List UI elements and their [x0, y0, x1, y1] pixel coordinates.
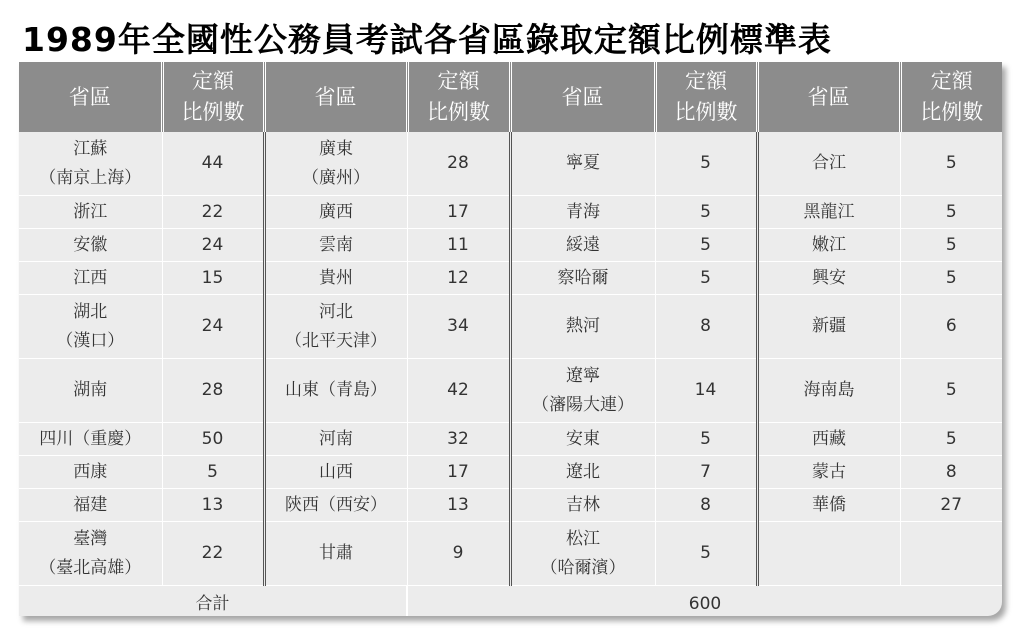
- quota-header-line1: 定額: [437, 69, 480, 93]
- province-name: 湖南: [73, 380, 108, 400]
- quota-cell: 44: [162, 132, 264, 196]
- quota-cell: 5: [900, 423, 1002, 456]
- province-cell: [264, 522, 407, 586]
- quota-cell: 6: [900, 295, 1002, 359]
- quota-header-line2: 比例數: [181, 100, 245, 124]
- quota-header: [407, 62, 510, 132]
- province-cell: [19, 132, 162, 196]
- province-cell: [19, 359, 162, 423]
- province-cell: [757, 262, 900, 295]
- table-row: [19, 229, 1002, 262]
- quota-cell: 42: [407, 359, 510, 423]
- table-row: [19, 489, 1002, 522]
- quota-cell: 5: [655, 196, 757, 229]
- total-label: 合計: [19, 586, 407, 617]
- province-name: 西藏: [812, 428, 846, 449]
- province-name: 嫩江: [812, 234, 846, 255]
- quota-cell: [900, 522, 1002, 586]
- quota-cell: 5: [655, 262, 757, 295]
- province-cell: [19, 423, 162, 456]
- province-cell: [264, 262, 407, 295]
- province-name: 江蘇: [73, 138, 108, 159]
- province-name: 安東: [566, 428, 600, 449]
- quota-cell: 14: [655, 359, 757, 423]
- province-header: 省區: [264, 62, 407, 132]
- province-cell: [19, 456, 162, 489]
- province-name: 西康: [73, 461, 108, 482]
- quota-cell: 17: [407, 196, 510, 229]
- province-name: 新疆: [812, 316, 846, 336]
- province-name: 浙江: [73, 201, 108, 222]
- province-name: 華僑: [812, 494, 846, 515]
- province-name: 廣東: [319, 138, 353, 159]
- province-name: 松江: [566, 528, 600, 549]
- province-cell: [510, 295, 655, 359]
- province-header: 省區: [19, 62, 162, 132]
- province-cell: [757, 456, 900, 489]
- table-body: [19, 132, 1002, 586]
- quota-cell: 8: [900, 456, 1002, 489]
- province-cell: [757, 132, 900, 196]
- province-name: 青海: [566, 201, 600, 222]
- province-cell: [19, 196, 162, 229]
- province-name: 江西: [73, 267, 108, 288]
- quota-table-card: [19, 62, 1002, 616]
- quota-cell: 28: [162, 359, 264, 423]
- province-header: 省區: [757, 62, 900, 132]
- province-name: 陝西（西安）: [285, 494, 387, 515]
- province-name: 綏遠: [566, 234, 600, 255]
- province-cell: [19, 489, 162, 522]
- province-name: 興安: [812, 267, 846, 288]
- province-cell: [757, 522, 900, 586]
- province-name: 臺灣: [73, 528, 108, 549]
- quota-header-line2: 比例數: [674, 100, 738, 124]
- quota-cell: 34: [407, 295, 510, 359]
- province-cell: [19, 522, 162, 586]
- province-header: 省區: [510, 62, 655, 132]
- province-cell: [264, 295, 407, 359]
- province-cell: [510, 456, 655, 489]
- province-cell: [510, 359, 655, 423]
- quota-cell: 5: [162, 456, 264, 489]
- province-name: （臺北高雄）: [39, 557, 142, 578]
- province-cell: [757, 229, 900, 262]
- province-name: 吉林: [566, 494, 600, 515]
- quota-cell: 8: [655, 489, 757, 522]
- table-row: [19, 456, 1002, 489]
- quota-cell: 24: [162, 295, 264, 359]
- province-name: 黑龍江: [803, 201, 855, 222]
- province-cell: [264, 359, 407, 423]
- quota-header-line2: 比例數: [427, 100, 490, 124]
- quota-cell: 11: [407, 229, 510, 262]
- quota-cell: 5: [655, 229, 757, 262]
- province-name: 四川（重慶）: [39, 428, 142, 449]
- quota-cell: 50: [162, 423, 264, 456]
- province-cell: [510, 423, 655, 456]
- province-cell: [264, 229, 407, 262]
- quota-header-line1: 定額: [685, 69, 727, 93]
- province-name: 廣西: [319, 201, 353, 222]
- province-name: 海南島: [803, 380, 855, 400]
- province-cell: [264, 132, 407, 196]
- quota-header-line1: 定額: [930, 69, 973, 93]
- quota-cell: 5: [900, 262, 1002, 295]
- province-name: （北平天津）: [285, 330, 387, 351]
- quota-cell: 5: [900, 132, 1002, 196]
- quota-cell: 27: [900, 489, 1002, 522]
- province-name: 湖北: [73, 301, 108, 322]
- quota-cell: 5: [655, 423, 757, 456]
- quota-cell: 5: [900, 359, 1002, 423]
- province-cell: [264, 196, 407, 229]
- total-row: [19, 586, 1002, 617]
- province-cell: [757, 196, 900, 229]
- quota-cell: 8: [655, 295, 757, 359]
- province-name: （漢口）: [56, 330, 125, 351]
- province-name: 雲南: [319, 234, 353, 255]
- page-title: 1989年全國性公務員考試各省區錄取定額比例標準表: [22, 20, 832, 59]
- quota-cell: 5: [900, 196, 1002, 229]
- province-cell: [19, 262, 162, 295]
- header-row: [19, 62, 1002, 132]
- province-cell: [19, 295, 162, 359]
- quota-cell: 28: [407, 132, 510, 196]
- table-row: [19, 196, 1002, 229]
- province-cell: [757, 359, 900, 423]
- province-name: 安徽: [73, 234, 108, 255]
- province-cell: [264, 456, 407, 489]
- province-cell: [510, 229, 655, 262]
- quota-header: [162, 62, 264, 132]
- province-name: （廣州）: [302, 167, 370, 188]
- province-name: （瀋陽大連）: [532, 394, 634, 415]
- province-cell: [757, 423, 900, 456]
- province-name: 熱河: [566, 316, 600, 336]
- province-name: （哈爾濱）: [540, 557, 626, 578]
- province-name: （南京上海）: [39, 167, 142, 188]
- quota-header-line1: 定額: [192, 69, 234, 93]
- quota-cell: 12: [407, 262, 510, 295]
- quota-header: [900, 62, 1002, 132]
- province-name: 福建: [73, 494, 108, 515]
- quota-cell: 17: [407, 456, 510, 489]
- quota-cell: 22: [162, 522, 264, 586]
- quota-table: [19, 62, 1002, 616]
- table-row: [19, 522, 1002, 586]
- province-name: 甘肅: [319, 543, 353, 563]
- province-name: 山西: [319, 461, 353, 482]
- province-name: 山東（青島）: [285, 380, 387, 400]
- province-name: 寧夏: [566, 153, 600, 173]
- province-cell: [510, 196, 655, 229]
- province-cell: [757, 295, 900, 359]
- province-cell: [19, 229, 162, 262]
- quota-cell: 32: [407, 423, 510, 456]
- province-name: 遼北: [566, 461, 600, 482]
- province-name: 貴州: [319, 267, 353, 288]
- province-cell: [510, 132, 655, 196]
- quota-cell: 7: [655, 456, 757, 489]
- province-name: 河北: [319, 301, 353, 322]
- quota-cell: 9: [407, 522, 510, 586]
- table-row: [19, 423, 1002, 456]
- province-name: 察哈爾: [557, 267, 609, 288]
- table-row: [19, 359, 1002, 423]
- quota-header-line2: 比例數: [920, 100, 984, 124]
- province-cell: [757, 489, 900, 522]
- province-cell: [510, 489, 655, 522]
- quota-cell: 15: [162, 262, 264, 295]
- table-row: [19, 132, 1002, 196]
- province-cell: [264, 489, 407, 522]
- quota-cell: 13: [407, 489, 510, 522]
- province-name: 河南: [319, 428, 353, 449]
- quota-cell: 5: [655, 522, 757, 586]
- quota-cell: 5: [655, 132, 757, 196]
- quota-cell: 22: [162, 196, 264, 229]
- quota-cell: 13: [162, 489, 264, 522]
- province-name: 遼寧: [566, 365, 600, 386]
- province-name: 蒙古: [812, 461, 846, 482]
- quota-header: [655, 62, 757, 132]
- quota-cell: 5: [900, 229, 1002, 262]
- table-row: [19, 262, 1002, 295]
- province-cell: [510, 262, 655, 295]
- table-row: [19, 295, 1002, 359]
- province-name: 合江: [812, 153, 846, 173]
- quota-cell: 24: [162, 229, 264, 262]
- total-value: 600: [688, 593, 722, 614]
- province-cell: [510, 522, 655, 586]
- province-cell: [264, 423, 407, 456]
